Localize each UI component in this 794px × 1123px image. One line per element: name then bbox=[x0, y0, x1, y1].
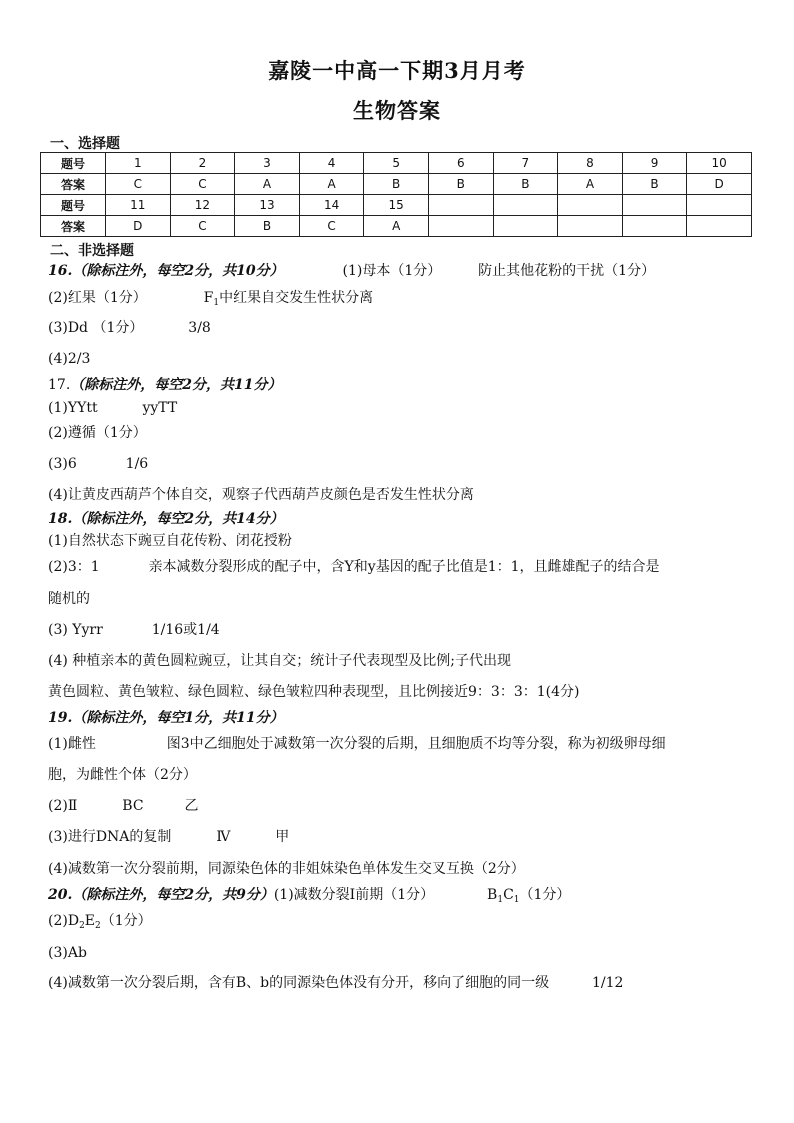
q18-line-3 bbox=[48, 621, 220, 639]
table-cell: C bbox=[170, 174, 235, 195]
q16-answer-3b: 3/8 bbox=[188, 320, 211, 336]
q18-line-2c bbox=[48, 590, 90, 608]
table-label: 题号 bbox=[41, 195, 106, 216]
table-row bbox=[41, 195, 752, 216]
section-nonchoice-heading: 二、非选择题 bbox=[50, 243, 134, 259]
q18-answer-3b: 1/16或1/4 bbox=[151, 622, 220, 638]
q16-line-1 bbox=[48, 262, 655, 280]
table-cell: B bbox=[493, 174, 558, 195]
table-cell: B bbox=[364, 174, 429, 195]
q16-answer-3a: (3)Dd （1分） bbox=[48, 320, 144, 336]
q18-line-5 bbox=[48, 683, 579, 701]
q17-answer-3a: (3)6 bbox=[48, 456, 77, 472]
table-cell: 1 bbox=[106, 153, 171, 174]
table-cell: D bbox=[106, 216, 171, 237]
q16-answer-1b: 防止其他花粉的干扰（1分） bbox=[478, 263, 656, 279]
q18-line-head bbox=[48, 510, 284, 528]
table-cell: B bbox=[428, 174, 493, 195]
table-cell: 3 bbox=[235, 153, 300, 174]
q17-answer-1a: (1)YYtt bbox=[48, 400, 98, 416]
q20-line-4 bbox=[48, 974, 623, 992]
q16-heading: 16.（除标注外，每空2分，共10分） bbox=[48, 263, 284, 279]
table-cell: 6 bbox=[428, 153, 493, 174]
table-cell: C bbox=[299, 216, 364, 237]
q18-answer-2a: (2)3：1 bbox=[48, 559, 100, 575]
table-label: 题号 bbox=[41, 153, 106, 174]
table-cell bbox=[622, 216, 687, 237]
table-row bbox=[41, 153, 752, 174]
table-label: 答案 bbox=[41, 216, 106, 237]
answer-table bbox=[40, 152, 752, 237]
q20-answer-2-sub1: 2 bbox=[79, 921, 85, 931]
table-label: 答案 bbox=[41, 174, 106, 195]
q20-answer-3: (3)Ab bbox=[48, 945, 87, 961]
q16-line-3 bbox=[48, 319, 211, 337]
table-cell bbox=[558, 216, 623, 237]
q20-answer-2-post: （1分） bbox=[100, 913, 152, 929]
q19-line-4 bbox=[48, 860, 525, 878]
q19-line-1c bbox=[48, 766, 197, 784]
table-cell: 15 bbox=[364, 195, 429, 216]
q20-answer-2-pre: (2)D bbox=[48, 913, 80, 929]
q19-line-1 bbox=[48, 735, 666, 753]
q20-line-2 bbox=[48, 912, 152, 935]
q18-answer-3a: (3) Yyrr bbox=[48, 622, 103, 638]
q19-heading: 19.（除标注外，每空1分，共11分） bbox=[48, 710, 284, 726]
table-cell: 2 bbox=[170, 153, 235, 174]
table-cell: 5 bbox=[364, 153, 429, 174]
q19-answer-1c: 胞，为雌性个体（2分） bbox=[48, 767, 197, 783]
q19-answer-3a: (3)进行DNA的复制 bbox=[48, 829, 172, 845]
q19-answer-4: (4)减数第一次分裂前期，同源染色体的非姐妹染色单体发生交叉互换（2分） bbox=[48, 861, 525, 877]
q20-answer-1b-mid: C bbox=[503, 887, 514, 903]
q16-answer-2b-post: 中红果自交发生性状分离 bbox=[219, 290, 374, 306]
table-cell: 14 bbox=[299, 195, 364, 216]
q16-line-4 bbox=[48, 350, 90, 368]
q20-line-3 bbox=[48, 944, 87, 962]
table-cell: B bbox=[622, 174, 687, 195]
table-cell: C bbox=[170, 216, 235, 237]
q18-answer-1: (1)自然状态下豌豆自花传粉、闭花授粉 bbox=[48, 533, 292, 549]
q17-line-head bbox=[48, 376, 282, 394]
section-choice-heading: 一、选择题 bbox=[50, 136, 120, 152]
q18-heading: 18.（除标注外，每空2分，共14分） bbox=[48, 511, 284, 527]
q20-heading: 20.（除标注外，每空2分，共9分） bbox=[48, 887, 274, 903]
q20-answer-4a: (4)减数第一次分裂后期，含有B、b的同源染色体没有分开，移向了细胞的同一级 bbox=[48, 975, 550, 991]
q17-line-2 bbox=[48, 424, 147, 442]
q19-answer-1a: (1)雌性 bbox=[48, 736, 96, 752]
q16-answer-1a: (1)母本（1分） bbox=[342, 263, 442, 279]
table-cell: C bbox=[106, 174, 171, 195]
q16-answer-2a: (2)红果（1分） bbox=[48, 290, 147, 306]
q16-line-2 bbox=[48, 289, 373, 312]
q17-answer-2: (2)遵循（1分） bbox=[48, 425, 147, 441]
q20-answer-1b-sub1: 1 bbox=[497, 895, 504, 905]
table-cell: 10 bbox=[687, 153, 752, 174]
q18-answer-4: (4) 种植亲本的黄色圆粒豌豆，让其自交；统计子代表现型及比例;子代出现 bbox=[48, 653, 511, 669]
q20-answer-1b-sub2: 1 bbox=[513, 895, 520, 905]
table-cell bbox=[493, 216, 558, 237]
table-cell: A bbox=[364, 216, 429, 237]
q18-line-2 bbox=[48, 558, 660, 576]
q19-answer-3b: Ⅳ bbox=[216, 829, 231, 845]
q18-line-4 bbox=[48, 652, 511, 670]
table-cell: 11 bbox=[106, 195, 171, 216]
table-cell bbox=[428, 195, 493, 216]
table-cell bbox=[558, 195, 623, 216]
q19-answer-2a: (2)Ⅱ bbox=[48, 798, 78, 814]
table-cell: 9 bbox=[622, 153, 687, 174]
q17-heading: （除标注外，每空2分，共11分） bbox=[70, 377, 282, 393]
table-cell bbox=[687, 216, 752, 237]
table-row bbox=[41, 174, 752, 195]
table-cell bbox=[493, 195, 558, 216]
table-cell: 7 bbox=[493, 153, 558, 174]
q19-answer-2b: BC bbox=[122, 798, 144, 814]
q19-line-2 bbox=[48, 797, 198, 815]
q16-answer-2b-pre: F bbox=[203, 290, 214, 306]
table-row bbox=[41, 216, 752, 237]
page-title: 嘉陵一中高一下期3月月考 bbox=[268, 58, 526, 83]
q16-answer-4: (4)2/3 bbox=[48, 351, 91, 367]
q16-answer-2b-sub: 1 bbox=[213, 298, 220, 308]
table-cell bbox=[428, 216, 493, 237]
q17-line-1 bbox=[48, 399, 177, 417]
q20-answer-2-mid: E bbox=[84, 913, 96, 929]
q20-answer-1b-pre: B bbox=[487, 887, 498, 903]
q19-answer-2c: 乙 bbox=[184, 798, 199, 814]
q19-answer-1b: 图3中乙细胞处于减数第一次分裂的后期，且细胞质不均等分裂，称为初级卵母细 bbox=[166, 736, 666, 752]
page-subtitle: 生物答案 bbox=[353, 98, 441, 123]
q20-answer-1b-post: （1分） bbox=[519, 887, 571, 903]
q20-answer-2-sub2: 2 bbox=[95, 921, 101, 931]
q19-answer-3c: 甲 bbox=[275, 829, 290, 845]
q17-answer-4: (4)让黄皮西葫芦个体自交，观察子代西葫芦皮颜色是否发生性状分离 bbox=[48, 487, 474, 503]
table-cell bbox=[687, 195, 752, 216]
q17-answer-1b: yyTT bbox=[142, 400, 178, 416]
q20-answer-1a: (1)减数分裂Ⅰ前期（1分） bbox=[273, 887, 435, 903]
table-cell: D bbox=[687, 174, 752, 195]
q17-number: 17. bbox=[48, 377, 71, 393]
q17-answer-3b: 1/6 bbox=[125, 456, 149, 472]
table-cell: A bbox=[235, 174, 300, 195]
q17-line-4 bbox=[48, 486, 474, 504]
table-cell: A bbox=[299, 174, 364, 195]
q18-answer-2b: 亲本减数分裂形成的配子中，含Y和y基因的配子比值是1：1，且雌雄配子的结合是 bbox=[148, 559, 660, 575]
q18-line-1 bbox=[48, 532, 292, 550]
table-cell: 13 bbox=[235, 195, 300, 216]
q17-line-3 bbox=[48, 455, 148, 473]
table-cell: 8 bbox=[558, 153, 623, 174]
q20-line-1 bbox=[48, 886, 570, 909]
table-cell: 12 bbox=[170, 195, 235, 216]
q19-line-head bbox=[48, 709, 284, 727]
table-cell: 4 bbox=[299, 153, 364, 174]
q18-answer-2c: 随机的 bbox=[48, 591, 90, 607]
q18-answer-5: 黄色圆粒、黄色皱粒、绿色圆粒、绿色皱粒四种表现型，且比例接近9：3：3：1(4分) bbox=[48, 684, 580, 700]
table-cell: B bbox=[235, 216, 300, 237]
q20-answer-4b: 1/12 bbox=[592, 975, 624, 991]
q19-line-3 bbox=[48, 828, 289, 846]
table-cell bbox=[622, 195, 687, 216]
table-cell: A bbox=[558, 174, 623, 195]
